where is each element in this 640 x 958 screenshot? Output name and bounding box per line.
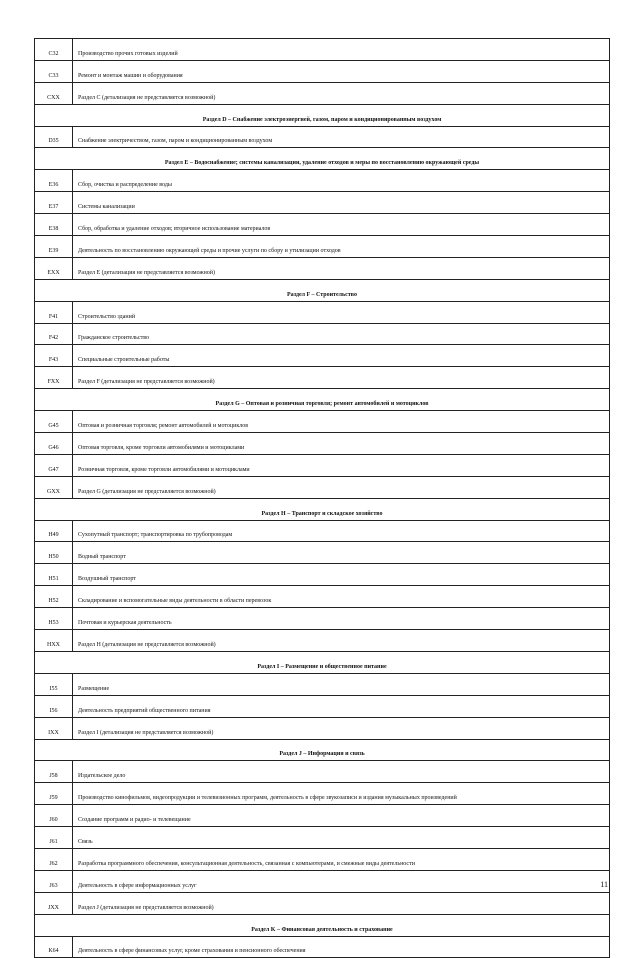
table-row — [35, 848, 610, 870]
industry-code: GXX — [35, 476, 73, 498]
industry-code: F42 — [35, 323, 73, 345]
industry-description: Воздушный транспорт — [73, 564, 610, 586]
section-header-row — [35, 651, 610, 673]
industry-code: F41 — [35, 301, 73, 323]
industry-description: Розничная торговля, кроме торговли автомобилями и мотоциклами — [73, 454, 610, 476]
industry-description: Снабжение электричеством, газом, паром и кондиционированным воздухом — [73, 126, 610, 148]
industry-description: Производство кинофильмов, видеопродукции и телевизионных программ, деятельность в сфере звукозаписи и издания музыкальных произведений — [73, 783, 610, 805]
table-row — [35, 673, 610, 695]
industry-code: J60 — [35, 805, 73, 827]
industry-description: Деятельность в сфере информационных услуг — [73, 870, 610, 892]
industry-code-table — [34, 38, 610, 958]
industry-description: Раздел I (детализация не представляется возможной) — [73, 717, 610, 739]
industry-code: H50 — [35, 542, 73, 564]
industry-description: Гражданское строительство — [73, 323, 610, 345]
page-number: 11 — [600, 880, 608, 889]
industry-description: Деятельность по восстановлению окружающей среды и прочие услуги по сбору и утилизации отходов — [73, 236, 610, 258]
industry-code: J59 — [35, 783, 73, 805]
section-header-row — [35, 389, 610, 411]
industry-description: Разработка программного обеспечения, консультационная деятельность, связанная с компьютерами, и смежные виды деятельности — [73, 848, 610, 870]
industry-description: Строительство зданий — [73, 301, 610, 323]
table-row — [35, 717, 610, 739]
industry-code: IXX — [35, 717, 73, 739]
table-row — [35, 126, 610, 148]
table-row — [35, 608, 610, 630]
table-row — [35, 60, 610, 82]
table-row — [35, 367, 610, 389]
industry-description: Оптовая торговля, кроме торговли автомобилями и мотоциклами — [73, 433, 610, 455]
industry-code: F43 — [35, 345, 73, 367]
table-row — [35, 433, 610, 455]
industry-code: G47 — [35, 454, 73, 476]
table-row — [35, 761, 610, 783]
industry-code: H49 — [35, 520, 73, 542]
section-title: Раздел G – Оптовая и розничная торговля; ремонт автомобилей и мотоциклов — [35, 389, 610, 411]
industry-code: J63 — [35, 870, 73, 892]
industry-code: E38 — [35, 214, 73, 236]
industry-description: Раздел E (детализация не представляется возможной) — [73, 257, 610, 279]
industry-description: Связь — [73, 827, 610, 849]
table-row — [35, 192, 610, 214]
table-row — [35, 39, 610, 61]
table-row — [35, 301, 610, 323]
section-title: Раздел D – Снабжение электроэнергией, газом, паром и кондиционированным воздухом — [35, 104, 610, 126]
section-header-row — [35, 279, 610, 301]
section-title: Раздел E – Водоснабжение; системы канализации, удаление отходов и меры по восстановлению окружающей среды — [35, 148, 610, 170]
industry-code: G45 — [35, 411, 73, 433]
industry-description: Раздел H (детализация не представляется возможной) — [73, 630, 610, 652]
section-header-row — [35, 914, 610, 936]
industry-code: H52 — [35, 586, 73, 608]
table-row — [35, 892, 610, 914]
table-row — [35, 542, 610, 564]
industry-code: J61 — [35, 827, 73, 849]
section-title: Раздел F – Строительство — [35, 279, 610, 301]
industry-code: G46 — [35, 433, 73, 455]
section-header-row — [35, 148, 610, 170]
industry-code: HXX — [35, 630, 73, 652]
industry-code: E36 — [35, 170, 73, 192]
industry-description: Складирование и вспомогательные виды деятельности в области перевозок — [73, 586, 610, 608]
industry-description: Сбор, обработка и удаление отходов; вторичное использование материалов — [73, 214, 610, 236]
section-header-row — [35, 104, 610, 126]
table-row — [35, 520, 610, 542]
industry-code: E39 — [35, 236, 73, 258]
industry-code: EXX — [35, 257, 73, 279]
table-row — [35, 827, 610, 849]
table-row — [35, 695, 610, 717]
industry-code: I56 — [35, 695, 73, 717]
table-row — [35, 236, 610, 258]
section-header-row — [35, 498, 610, 520]
table-row — [35, 411, 610, 433]
industry-code: FXX — [35, 367, 73, 389]
industry-description: Оптовая и розничная торговля; ремонт автомобилей и мотоциклов — [73, 411, 610, 433]
industry-code: J62 — [35, 848, 73, 870]
table-row — [35, 257, 610, 279]
table-row — [35, 805, 610, 827]
industry-description: Раздел F (детализация не представляется возможной) — [73, 367, 610, 389]
industry-description: Производство прочих готовых изделий — [73, 39, 610, 61]
industry-description: Создание программ и радио- и телевещание — [73, 805, 610, 827]
industry-code: K64 — [35, 936, 73, 958]
industry-description: Сбор, очистка и распределение воды — [73, 170, 610, 192]
section-header-row — [35, 739, 610, 761]
table-row — [35, 170, 610, 192]
industry-code: H53 — [35, 608, 73, 630]
industry-code: C33 — [35, 60, 73, 82]
industry-description: Размещение — [73, 673, 610, 695]
industry-description: Раздел J (детализация не представляется возможной) — [73, 892, 610, 914]
section-title: Раздел J – Информация и связь — [35, 739, 610, 761]
section-title: Раздел K – Финансовая деятельность и страхование — [35, 914, 610, 936]
table-row — [35, 214, 610, 236]
table-row — [35, 82, 610, 104]
industry-code: JXX — [35, 892, 73, 914]
table-row — [35, 476, 610, 498]
industry-code: E37 — [35, 192, 73, 214]
table-row — [35, 783, 610, 805]
industry-description: Сухопутный транспорт; транспортировка по трубопроводам — [73, 520, 610, 542]
table-row — [35, 870, 610, 892]
industry-code: CXX — [35, 82, 73, 104]
industry-description: Издательское дело — [73, 761, 610, 783]
industry-description: Специальные строительные работы — [73, 345, 610, 367]
industry-code: J58 — [35, 761, 73, 783]
table-row — [35, 630, 610, 652]
table-body — [35, 39, 610, 958]
industry-description: Ремонт и монтаж машин и оборудования — [73, 60, 610, 82]
industry-description: Раздел G (детализация не представляется возможной) — [73, 476, 610, 498]
industry-description: Водный транспорт — [73, 542, 610, 564]
table-row — [35, 454, 610, 476]
table-row — [35, 345, 610, 367]
table-row — [35, 323, 610, 345]
industry-description: Почтовая и курьерская деятельность — [73, 608, 610, 630]
industry-code: C32 — [35, 39, 73, 61]
industry-description: Раздел C (детализация не представляется возможной) — [73, 82, 610, 104]
industry-code: D35 — [35, 126, 73, 148]
table-row — [35, 564, 610, 586]
industry-code: H51 — [35, 564, 73, 586]
section-title: Раздел I – Размещение и общественное питание — [35, 651, 610, 673]
industry-description: Деятельность в сфере финансовых услуг, кроме страхования и пенсионного обеспечения — [73, 936, 610, 958]
section-title: Раздел H – Транспорт и складское хозяйство — [35, 498, 610, 520]
industry-description: Деятельность предприятий общественного питания — [73, 695, 610, 717]
table-row — [35, 586, 610, 608]
industry-code: I55 — [35, 673, 73, 695]
table-row — [35, 936, 610, 958]
industry-description: Системы канализации — [73, 192, 610, 214]
